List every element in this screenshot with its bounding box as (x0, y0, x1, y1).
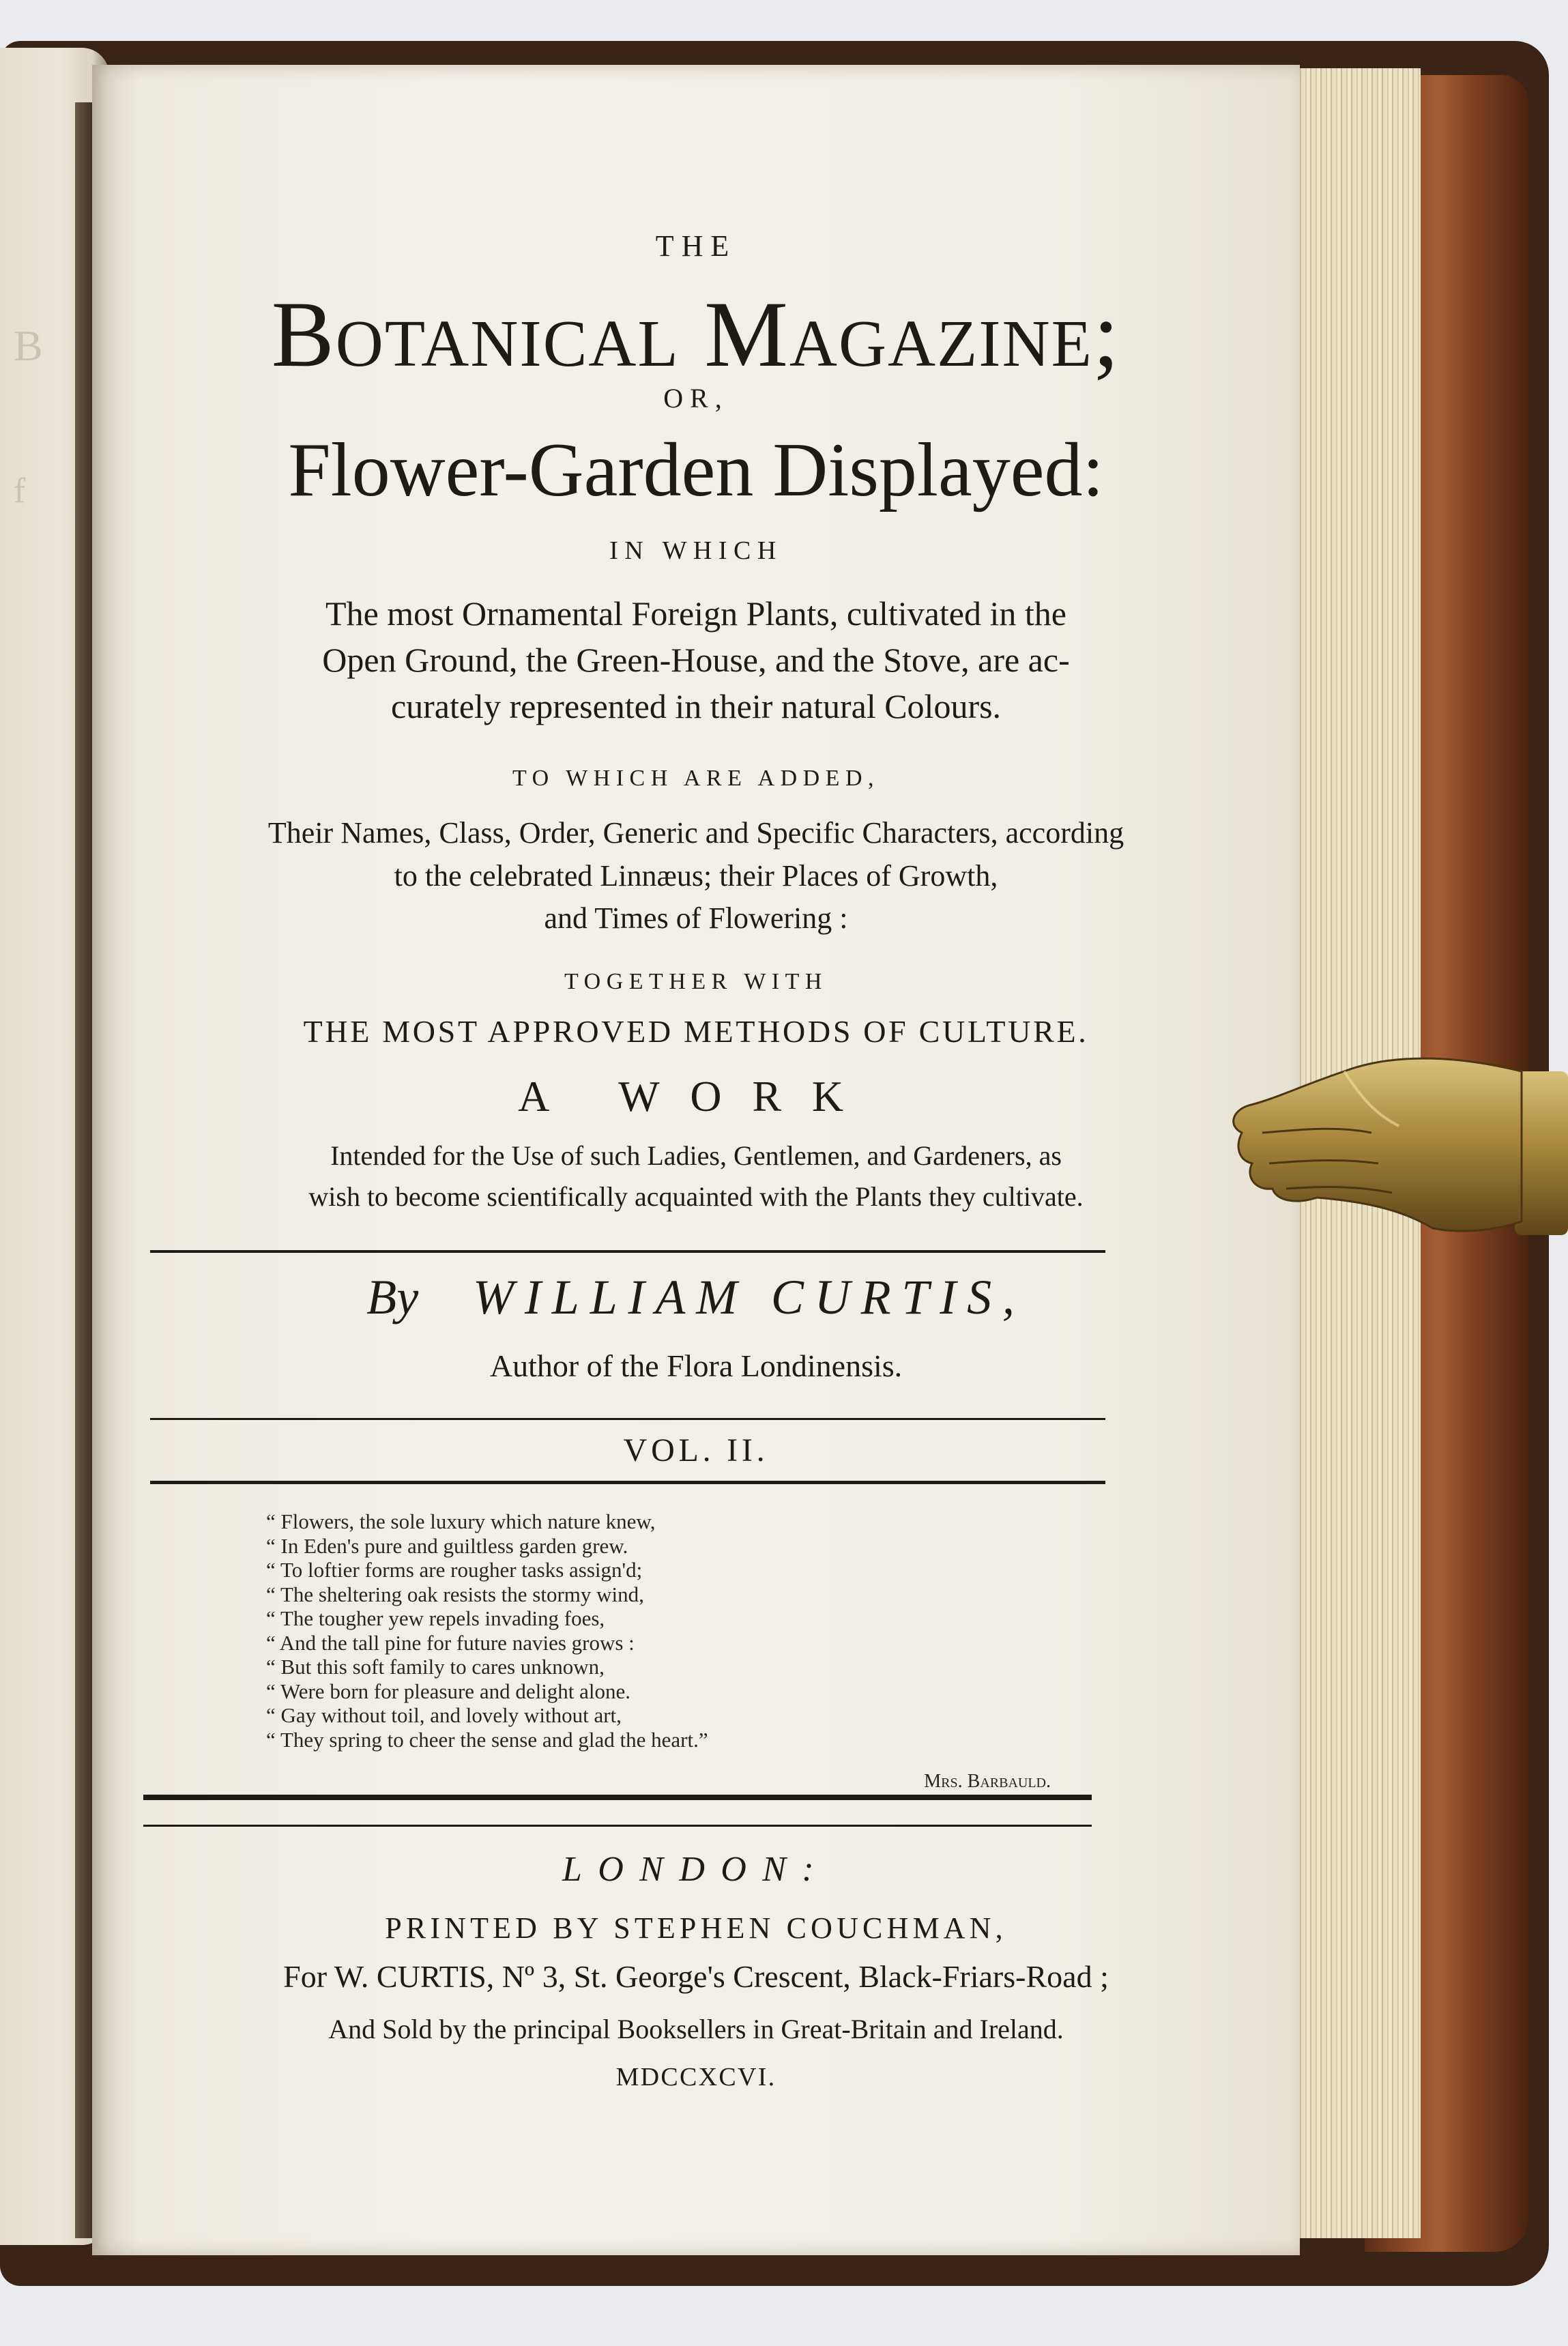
brass-hand-clasp (1221, 1030, 1568, 1276)
intended-line-2: wish to become scientifically acquainted with the Plants they cultivate. (308, 1181, 1084, 1212)
rule-above-author (150, 1250, 1105, 1253)
poem-line: “ They spring to cheer the sense and glad the heart.” (266, 1727, 708, 1752)
poem-line: “ But this soft family to cares unknown, (266, 1655, 605, 1679)
poem-line: “ Flowers, the sole luxury which nature knew, (266, 1509, 656, 1533)
methods-of-culture: THE MOST APPROVED METHODS OF CULTURE. (303, 1014, 1089, 1049)
author-credentials: Author of the Flora Londinensis. (489, 1348, 903, 1383)
poem-line: “ In Eden's pure and guiltless garden grew. (266, 1533, 628, 1558)
title-or: OR, (663, 383, 729, 414)
printer-line: PRINTED BY STEPHEN COUCHMAN, (385, 1911, 1007, 1945)
together-with: TOGETHER WITH (564, 969, 828, 994)
additions-line-3: and Times of Flowering : (544, 901, 848, 935)
publisher-line: For W. CURTIS, Nº 3, St. George's Crescent, Black-Friars-Road ; (283, 1959, 1109, 1994)
author-name: WILLIAM CURTIS, (473, 1270, 1026, 1324)
additions-line-1: Their Names, Class, Order, Generic and Specific Characters, according (267, 816, 1124, 850)
rule-above-volume (150, 1418, 1105, 1420)
left-page-bleed-mark: f (14, 472, 26, 510)
intended-line-1: Intended for the Use of such Ladies, Gentlemen, and Gardeners, as (330, 1140, 1062, 1171)
double-rule-thick (143, 1795, 1092, 1800)
description-line-1: The most Ornamental Foreign Plants, cultivated in the (325, 594, 1066, 633)
by-label: By (366, 1270, 419, 1324)
poem-line: “ The sheltering oak resists the stormy wind, (266, 1582, 644, 1606)
poem-line: “ And the tall pine for future navies grows : (266, 1630, 635, 1655)
epigraph-poem (266, 1509, 1119, 1752)
poem-line: “ Were born for pleasure and delight alone. (266, 1679, 631, 1703)
poem-author: Mrs. Barbauld. (924, 1771, 1051, 1792)
a-work: A WORK (518, 1072, 874, 1120)
to-which-added: TO WHICH ARE ADDED, (512, 766, 880, 791)
rule-above-poem (150, 1481, 1105, 1484)
poem-line: “ The tougher yew repels invading foes, (266, 1606, 605, 1630)
poem-line: “ To loftier forms are rougher tasks assign'd; (266, 1558, 643, 1582)
volume-number: VOL. II. (623, 1432, 769, 1468)
additions-line-2: to the celebrated Linnæus; their Places of Growth, (394, 859, 998, 893)
subtitle: Flower-Garden Displayed: (288, 428, 1104, 512)
double-rule-thin (143, 1825, 1092, 1827)
place-of-publication: LONDON: (562, 1850, 830, 1889)
booksellers-line: And Sold by the principal Booksellers in Great-Britain and Ireland. (328, 2014, 1064, 2044)
description-line-3: curately represented in their natural Colours. (390, 687, 1002, 725)
author-line (92, 1269, 1300, 1326)
description-line-2: Open Ground, the Green-House, and the Stove, are ac- (322, 641, 1070, 679)
left-page-bleed-mark: B (14, 321, 43, 370)
in-which: IN WHICH (609, 536, 783, 565)
poem-line: “ Gay without toil, and lovely without art, (266, 1703, 622, 1727)
main-title: Botanical Magazine; (271, 282, 1121, 386)
title-the: THE (655, 229, 737, 263)
publication-year: MDCCXCVI. (615, 2063, 776, 2091)
